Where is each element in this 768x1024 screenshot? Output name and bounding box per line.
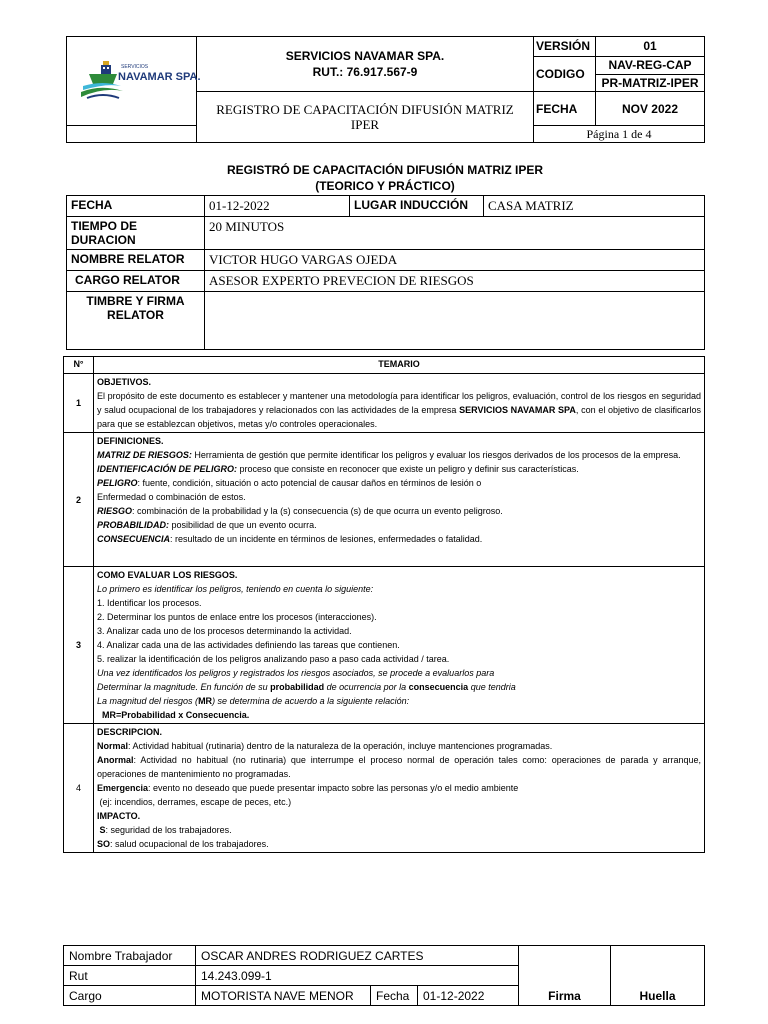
company-name: SERVICIOS NAVAMAR SPA. (285, 48, 445, 63)
logo-brand-text: NAVAMAR SPA. (117, 71, 200, 83)
topic-content-evaluar (94, 567, 705, 724)
cargo-relator-label: CARGO RELATOR (67, 271, 205, 292)
definition-text: posibilidad de que un evento ocurra. (169, 520, 317, 530)
definition-text: : fuente, condición, situación o acto potencial de causar daños en términos de lesión o (137, 478, 482, 488)
lugar-label: LUGAR INDUCCIÓN (350, 196, 484, 217)
version-value: 01 (596, 37, 704, 57)
topic-row-3 (64, 567, 705, 724)
worker-cargo-value: MOTORISTA NAVE MENOR (196, 986, 371, 1006)
topic-heading: DEFINICIONES. (97, 436, 164, 446)
definition-text: proceso que consiste en reconocer que existe un peligro y definir sus características. (237, 464, 579, 474)
company-rut: RUT.: 76.917.567-9 (312, 65, 418, 79)
definition-text: : combinación de la probabilidad y la (s) consecuencia (s) de que ocurra un evento peligroso. (132, 506, 503, 516)
step-item: 1. Identificar los procesos. (97, 598, 202, 608)
topic-text: Lo primero es identificar los peligros, teniendo en cuenta lo siguiente: (97, 584, 374, 594)
impact-heading: IMPACTO. (97, 811, 141, 821)
topic-number: 1 (64, 374, 94, 433)
topic-text: El propósito de este documento es establecer y mantener una metodología para identificar los peligros, evaluación, control de los riesgos en seguridad y salud ocupacional de los trabajadores y relacionados con las actividades de la empresa (97, 391, 701, 415)
worker-signature-table (63, 945, 705, 1006)
meta-labels (534, 37, 596, 92)
definition-text: (ej: incendios, derrames, escape de peces, etc.) (97, 797, 292, 807)
code-label: CODIGO (536, 67, 585, 81)
document-header (66, 36, 705, 143)
topic-text: ) se determina de acuerdo a la siguiente relación: (212, 696, 410, 706)
huella-label: Huella (611, 946, 705, 1006)
definition-term: RIESGO (97, 506, 133, 516)
logo-bottom-cell (67, 126, 197, 143)
fecha-value: 01-12-2022 (205, 196, 350, 217)
topic-number: 4 (64, 724, 94, 853)
topic-heading: COMO EVALUAR LOS RIESGOS. (97, 570, 238, 580)
topic-row-1 (64, 374, 705, 433)
temario-table (63, 356, 705, 853)
worker-fecha-value: 01-12-2022 (418, 986, 519, 1006)
cargo-relator-value: ASESOR EXPERTO PREVECION DE RIESGOS (205, 271, 705, 292)
worker-rut-label: Rut (64, 966, 196, 986)
definition-text: : evento no deseado que puede presentar impacto sobre las personas y/o el medio ambiente (148, 783, 519, 793)
logo-small-text: SERVICIOS (120, 64, 148, 70)
company-info (197, 37, 534, 92)
date-label: FECHA (534, 92, 596, 126)
relator-label: NOMBRE RELATOR (67, 250, 205, 271)
emphasis-text: consecuencia (408, 682, 469, 692)
step-item: 3. Analizar cada uno de los procesos determinando la actividad. (97, 626, 352, 636)
emphasis-text: probabilidad (270, 682, 325, 692)
duracion-value: 20 MINUTOS (205, 217, 705, 250)
timbre-signature-area (205, 292, 705, 350)
form-subtitle: (TEORICO Y PRÁCTICO) (315, 179, 455, 193)
code-value-1: NAV-REG-CAP (596, 57, 704, 75)
worker-name-label: Nombre Trabajador (64, 946, 196, 966)
topic-row-2 (64, 433, 705, 567)
definition-term: PROBABILIDAD: (97, 520, 169, 530)
definition-term: CONSECUENCIA (97, 534, 171, 544)
code-value-2: PR-MATRIZ-IPER (601, 76, 699, 90)
topic-number: 3 (64, 567, 94, 724)
topic-content-definiciones (94, 433, 705, 567)
logo-cell (67, 37, 200, 126)
definition-term: Normal (97, 741, 129, 751)
definition-term: Emergencia (97, 783, 149, 793)
topic-text: de ocurrencia por la (324, 682, 409, 692)
definition-term: IDENTIEFICACIÓN DE PELIGRO: (97, 464, 238, 474)
topic-text: que tendria (468, 682, 516, 692)
timbre-label (67, 292, 205, 350)
duracion-label: TIEMPO DE DURACION (67, 217, 205, 250)
topic-heading: OBJETIVOS. (97, 377, 152, 387)
worker-name-value: OSCAR ANDRES RODRIGUEZ CARTES (196, 946, 519, 966)
lugar-value: CASA MATRIZ (484, 196, 705, 217)
fecha-label: FECHA (67, 196, 205, 217)
num-header: N° (64, 357, 94, 374)
risk-formula: MR=Probabilidad x Consecuencia. (97, 710, 250, 720)
definition-text: : Actividad no habitual (no rutinaria) que interrumpe el proceso normal de operación tales como: operaciones de parada y arranque, operaciones de mantenimiento no programadas. (97, 755, 701, 779)
definition-term: Anormal (97, 755, 134, 765)
timbre-label-line-2: RELATOR (107, 308, 164, 322)
definition-text: Herramienta de gestión que permite identificar los peligros y evaluar los riesgos derivados de los procesos de la empresa. (191, 450, 681, 460)
relator-value: VICTOR HUGO VARGAS OJEDA (205, 250, 705, 271)
ship-logo-icon (73, 56, 200, 106)
step-item: 4. Analizar cada una de las actividades definiendo las tareas que contienen. (97, 640, 400, 650)
meta-values (596, 37, 705, 92)
definition-term: SO (97, 839, 111, 849)
step-item: 2. Determinar los puntos de enlace entre los procesos (interacciones). (97, 612, 377, 622)
company-logo (73, 56, 200, 106)
topic-row-4 (64, 724, 705, 853)
topic-heading: DESCRIPCION. (97, 727, 163, 737)
topic-text: La magnitud del riesgos ( (97, 696, 199, 706)
emphasis-text: MR (198, 696, 213, 706)
topic-number: 2 (64, 433, 94, 567)
definition-text: : salud ocupacional de los trabajadores. (110, 839, 269, 849)
topic-text: Determinar la magnitude. En función de su (97, 682, 271, 692)
date-value: NOV 2022 (596, 92, 705, 126)
definition-text: : Actividad habitual (rutinaria) dentro de la naturaleza de la operación, incluye mantenciones programadas. (128, 741, 553, 751)
definition-text: : resultado de un incidente en términos de lesiones, enfermedades o fatalidad. (170, 534, 483, 544)
step-item: 5. realizar la identificación de los peligros analizando paso a paso cada actividad / tarea. (97, 654, 450, 664)
page-number: Página 1 de 4 (534, 126, 705, 143)
temario-header: TEMARIO (94, 357, 705, 374)
company-name-inline: SERVICIOS NAVAMAR SPA (459, 405, 576, 415)
version-label: VERSIÓN (534, 37, 595, 57)
definition-text: Enfermedad o combinación de estos. (97, 492, 246, 502)
definition-term: PELIGRO (97, 478, 138, 488)
document-title: REGISTRO DE CAPACITACIÓN DIFUSIÓN MATRIZ IPER (197, 92, 534, 143)
topic-text: , con el objetivo de clasificarlos para que se establezcan objetivos, metas y/o controles operacionales. (97, 405, 701, 429)
definition-term: S (97, 825, 106, 835)
worker-cargo-label: Cargo (64, 986, 196, 1006)
topic-content-descripcion (94, 724, 705, 853)
definition-text: : seguridad de los trabajadores. (105, 825, 232, 835)
definition-term: MATRIZ DE RIESGOS: (97, 450, 192, 460)
topic-content-objetivos (94, 374, 705, 433)
worker-rut-value: 14.243.099-1 (196, 966, 519, 986)
topic-text: Una vez identificados los peligros y registrados los riesgos asociados, se procede a evaluarlos para (97, 668, 495, 678)
training-info-table (66, 195, 705, 350)
firma-label: Firma (519, 946, 611, 1006)
timbre-label-line-1: TIMBRE Y FIRMA (86, 294, 185, 308)
worker-fecha-label: Fecha (371, 986, 418, 1006)
form-title: REGISTRÓ DE CAPACITACIÓN DIFUSIÓN MATRIZ IPER (226, 163, 543, 177)
